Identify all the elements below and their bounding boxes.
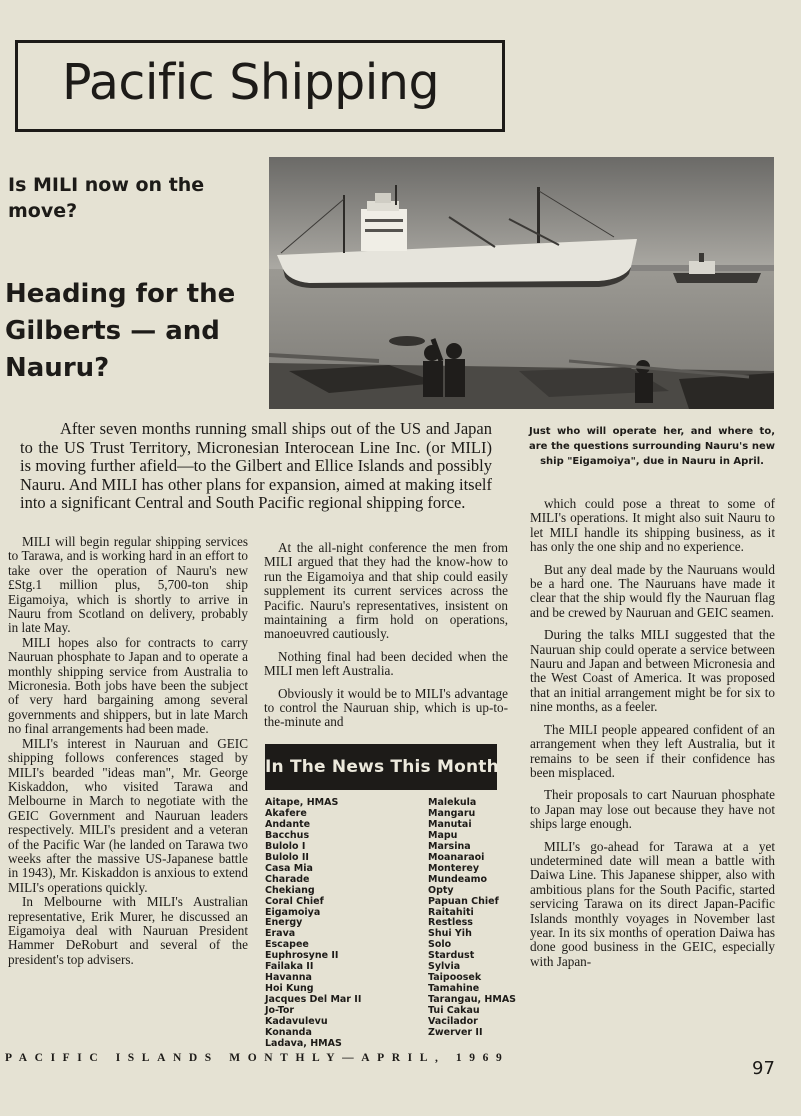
news-list-item: Monterey — [428, 862, 480, 874]
news-list-item: Vacilador — [428, 1016, 478, 1028]
paragraph: Obviously it would be to MILI's advantage to control the Nauruan ship, which is up-to-the-minute and — [264, 685, 508, 730]
news-list-item: Restless — [428, 917, 473, 929]
paragraph: During the talks MILI suggested that the Nauruan ship could operate a service between Nauru and Japan and between Micronesia and the West Coast of America. It was proposed that an initial arrangement might be for six to nine months, as a feeler. — [530, 627, 775, 715]
news-list-item: Akafere — [265, 807, 307, 819]
news-list-item: Zwerver II — [428, 1027, 483, 1039]
news-list-item: Tui Cakau — [428, 1005, 480, 1017]
news-list-item: Manutai — [428, 818, 472, 830]
paragraph: But any deal made by the Nauruans would be a hard one. The Nauruans have made it clear that the ship would fly the Nauruan flag and be crewed by Nauruan and GEIC seamen. — [530, 561, 775, 620]
paragraph: MILI's go-ahead for Tarawa at a yet undetermined date will mean a battle with Daiwa Line. This Japanese shipper, also with ambitious plans for the South Pacific, started servicing Tarawa on its direct Japan-Pacific Islands monthly voyages in November last year. In its six months of operation Daiwa has done good business in the GEIC, especially with Japan- — [530, 838, 775, 969]
paragraph: MILI's interest in Nauruan and GEIC shipping follows conferences staged by MILI's bearded "ideas man", Mr. George Kiskaddon, who visited Tarawa and Melbourne in March to negotiate with the GEIC Government and Nauruan leaders respectively. MILI's president and a veteran of the Pacific War (he landed on Tarawa two weeks after the massive US-Japanese battle in 1943), Mr. Kiskaddon is anxious to extend MILI's operations quickly. — [8, 735, 248, 895]
news-list-item: Mapu — [428, 829, 458, 841]
paragraph: which could pose a threat to some of MILI's operations. It might also suit Nauru to let MILI handle its shipping business, as it has only the one ship and no experience. — [530, 496, 775, 555]
news-list-item: Stardust — [428, 950, 475, 962]
column-2 — [264, 541, 508, 738]
news-list-item: Energy — [265, 917, 303, 929]
intro-paragraph: After seven months running small ships out of the US and Japan to the US Trust Territory, Micronesian Interocean Line Inc. (or MILI) is moving further afield—to the Gilbert and Ellice Islands and possibly Nauru. And MILI has other plans for expansion, aimed at making itself into a significant Central and South Pacific regional shipping force. — [20, 419, 492, 512]
news-list-item: Solo — [428, 939, 452, 951]
news-list-item: Failaka II — [265, 961, 314, 973]
paragraph: MILI hopes also for contracts to carry Nauruan phosphate to Japan and to operate a monthly shipping service from Australia to Micronesia. Both jobs have been the subject of very hard bargaining among several governments and shippers, but in late March no final arrangements had been made. — [8, 634, 248, 737]
photo-caption: Just who will operate her, and where to, are the questions surrounding Nauru's new ship "Eigamoiya", due in Nauru in April. — [529, 426, 775, 468]
news-list-item: Bacchus — [265, 829, 310, 841]
paragraph: MILI will begin regular shipping services to Tarawa, and is working hard in an effort to take over the operation of Nauru's new £Stg.1 million plus, 5,700-ton ship Eigamoiya, which is shortly to arrive in Nauru from Scotland on delivery, probably in late May. — [8, 534, 248, 636]
news-list-item: Hoi Kung — [265, 983, 314, 995]
kicker-question: Is MILI now on the move? — [8, 174, 205, 222]
news-list-item: Erava — [265, 928, 296, 940]
column-3 — [530, 497, 775, 977]
news-list-item: Charade — [265, 873, 310, 885]
news-list-item: Chekiang — [265, 884, 315, 896]
news-list-left — [265, 798, 415, 1050]
news-list-item: Jacques Del Mar II — [265, 994, 362, 1006]
paragraph: The MILI people appeared confident of an arrangement when they left Australia, but it remains to be seen if their confidence has been misplaced. — [530, 721, 775, 780]
ship-photo — [269, 157, 774, 409]
news-list-item: Ladava, HMAS — [265, 1037, 342, 1049]
news-list-item: Tamahine — [428, 983, 480, 995]
column-1 — [8, 535, 248, 967]
news-list-item: Shui Yih — [428, 928, 472, 940]
news-list-item: Opty — [428, 884, 454, 896]
paragraph: In Melbourne with MILI's Australian representative, Erik Murer, he discussed an Eigamoiya deal with Nauruan President Hammer DeRoburt and several of the president's top advisers. — [8, 894, 248, 967]
news-list-item: Casa Mia — [265, 862, 313, 874]
news-list-item: Eigamoiya — [265, 906, 321, 918]
news-list-item: Sylvia — [428, 961, 461, 973]
news-list-item: Moanaraoi — [428, 851, 485, 863]
news-list-item: Kadavulevu — [265, 1016, 328, 1028]
news-list-item: Havanna — [265, 972, 312, 984]
page-footer: PACIFIC ISLANDS MONTHLY—APRIL, 1969 — [5, 1052, 510, 1064]
news-list-item: Konanda — [265, 1027, 312, 1039]
news-list-item: Coral Chief — [265, 895, 324, 907]
page-title: Pacific Shipping — [62, 54, 440, 111]
news-list-item: Bulolo II — [265, 851, 309, 863]
news-list-item: Marsina — [428, 840, 471, 852]
ship-illustration — [269, 157, 774, 409]
news-list-item: Mangaru — [428, 807, 476, 819]
news-list-item: Tarangau, HMAS — [428, 994, 517, 1006]
news-banner: In The News This Month — [265, 744, 497, 790]
article-headline: Heading for the Gilberts — and Nauru? — [5, 279, 236, 383]
page-number: 97 — [752, 1058, 775, 1079]
paragraph: Nothing final had been decided when the MILI men left Australia. — [264, 648, 508, 679]
paragraph: Their proposals to cart Nauruan phosphate to Japan may lose out because they have not ships large enough. — [530, 787, 775, 832]
news-list-item: Raitahiti — [428, 906, 474, 918]
news-list-item: Bulolo I — [265, 840, 306, 852]
news-list-item: Papuan Chief — [428, 895, 499, 907]
news-list-item: Mundeamo — [428, 873, 488, 885]
news-list-item: Malekula — [428, 797, 477, 808]
news-list-item: Andante — [265, 818, 311, 830]
news-list-item: Taipoosek — [428, 972, 482, 984]
paragraph: At the all-night conference the men from MILI argued that they had the know-how to run the Eigamoiya and that ship could easily supplement its current services across the Pacific. Nauru's representatives, insistent on maintaining a firm hold on operations, manoeuvred cautiously. — [264, 540, 508, 642]
news-list-item: Jo-Tor — [265, 1005, 295, 1017]
news-list-item: Escapee — [265, 939, 309, 951]
news-list-item: Aitape, HMAS — [265, 797, 339, 808]
news-list-right — [428, 798, 528, 1039]
news-list-item: Euphrosyne II — [265, 950, 339, 962]
